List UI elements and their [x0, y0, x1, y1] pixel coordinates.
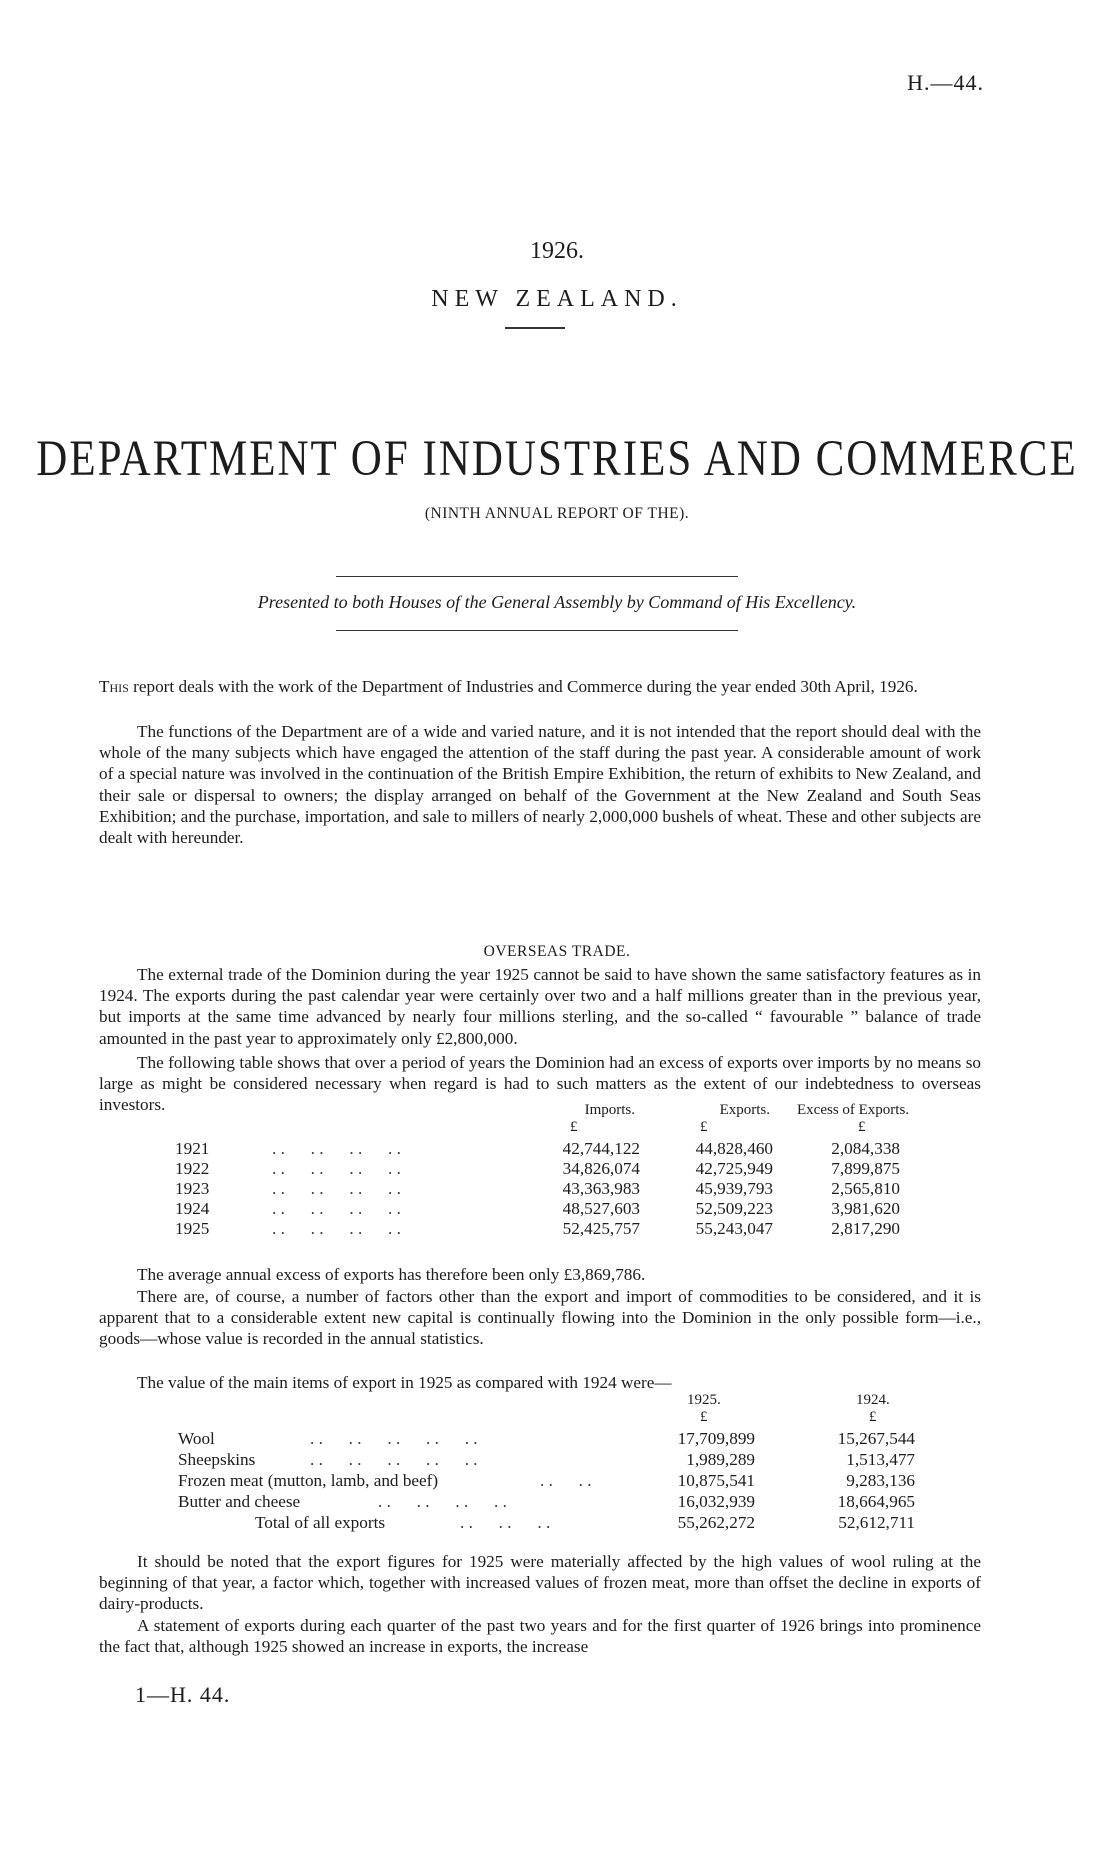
column-header: 1925. — [687, 1392, 721, 1408]
excess-cell: 2,817,290 — [831, 1219, 900, 1238]
item-cell: Total of all exports — [255, 1513, 386, 1532]
year-cell: 1923 — [175, 1179, 210, 1198]
exports-cell: 42,725,949 — [695, 1159, 773, 1178]
excess-cell: 2,084,338 — [831, 1139, 900, 1158]
imports-cell: 52,425,757 — [562, 1219, 640, 1238]
leader-dots: . . . . . . . . — [272, 1219, 401, 1238]
value-1925-cell: 16,032,939 — [677, 1492, 755, 1511]
excess-cell: 3,981,620 — [831, 1199, 900, 1218]
overseas-paragraph-3: The average annual excess of exports has therefore been only £3,869,786. — [137, 1265, 646, 1284]
divider — [336, 630, 738, 631]
column-header: Excess of Exports. — [797, 1102, 910, 1118]
value-1925-cell: 17,709,899 — [677, 1429, 755, 1448]
unit-label: £ — [858, 1119, 866, 1135]
value-1925-cell: 1,989,289 — [686, 1450, 755, 1469]
leader-dots: . . . . . . . . — [272, 1139, 401, 1158]
value-1924-cell: 15,267,544 — [837, 1429, 915, 1448]
value-1924-cell: 18,664,965 — [837, 1492, 915, 1511]
unit-label: £ — [700, 1119, 708, 1135]
leader-dots: . . . . . . . . — [378, 1492, 507, 1511]
year-cell: 1924 — [175, 1199, 210, 1218]
value-1924-cell: 9,283,136 — [846, 1471, 915, 1490]
leader-dots: . . . . . . . . — [272, 1159, 401, 1178]
leader-dots: . . . . . . — [460, 1513, 551, 1532]
imports-cell: 43,363,983 — [562, 1179, 640, 1198]
imports-cell: 48,527,603 — [562, 1199, 640, 1218]
report-subtitle: (NINTH ANNUAL REPORT OF THE). — [424, 505, 690, 522]
column-header: Exports. — [719, 1102, 770, 1118]
value-1924-cell: 52,612,711 — [838, 1513, 915, 1532]
item-cell: Sheepskins — [178, 1450, 256, 1469]
divider — [336, 576, 738, 577]
section-heading: OVERSEAS TRADE. — [483, 943, 631, 960]
year-cell: 1922 — [175, 1159, 210, 1178]
unit-label: £ — [869, 1409, 877, 1425]
report-year: 1926. — [530, 238, 584, 264]
presented-line: Presented to both Houses of the General Assembly by Command of His Excellency. — [257, 592, 857, 612]
unit-label: £ — [570, 1119, 578, 1135]
leader-dots: . . . . . . . . — [272, 1199, 401, 1218]
leader-dots: . . . . . . . . . . — [310, 1429, 478, 1448]
overseas-paragraph-2: The following table shows that over a period of years the Dominion had an excess of exports over imports by no means so large as might be considered necessary when regard is had to such matters as the extent of our indebtedness to overseas investors. — [99, 1053, 981, 1115]
overseas-paragraph-7: A statement of exports during each quarter of the past two years and for the first quarter of 1926 brings into prominence the fact that, although 1925 showed an increase in exports, the increase — [99, 1616, 981, 1657]
intro-paragraph-1 — [99, 676, 981, 697]
unit-label: £ — [700, 1409, 708, 1425]
leader-dots: . . . . . . . . . . — [310, 1450, 478, 1469]
overseas-paragraph-6: It should be noted that the export figures for 1925 were materially affected by the high values of wool ruling at the beginning of that year, a factor which, together with increased values of frozen meat, more than offset the decline in exports of dairy-products. — [99, 1552, 981, 1614]
column-header: 1924. — [856, 1392, 890, 1408]
intro-paragraph-2: The functions of the Department are of a wide and varied nature, and it is not intended that the report should deal with the whole of the many subjects which have engaged the attention of the staff during the past year. A considerable amount of work of a special nature was involved in the continuation of the British Empire Exhibition, the return of exhibits to New Zealand, and their sale or dispersal to owners; the display arranged on behalf of the Government at the New Zealand and South Seas Exhibition; and the purchase, importation, and sale to millers of nearly 2,000,000 bushels of wheat. These and other subjects are dealt with hereunder. — [99, 722, 981, 848]
item-cell: Wool — [178, 1429, 215, 1448]
page-code: H.—44. — [907, 70, 984, 95]
exports-cell: 44,828,460 — [695, 1139, 773, 1158]
leader-dots: . . . . . . . . — [272, 1179, 401, 1198]
item-cell: Butter and cheese — [178, 1492, 301, 1511]
year-cell: 1921 — [175, 1139, 210, 1158]
imports-cell: 34,826,074 — [562, 1159, 640, 1178]
paragraph-text: report deals with the work of the Department of Industries and Commerce during the year ended 30th April, 1926. — [128, 677, 918, 696]
overseas-paragraph-4: There are, of course, a number of factors other than the export and import of commodities to be considered, and it is apparent that to a considerable extent new capital is continually flowing into the Dominion in the only possible form—i.e., goods—whose value is recorded in the annual statistics. — [99, 1287, 981, 1349]
exports-cell: 52,509,223 — [695, 1199, 773, 1218]
leader-dots: . . . . — [540, 1471, 592, 1490]
overseas-paragraph-1: The external trade of the Dominion during the year 1925 cannot be said to have shown the same satisfactory features as in 1924. The exports during the past calendar year were certainly over two and a half millions greater than in the previous year, but imports at the same time advanced by nearly four millions sterling, and the so-called “ favourable ” balance of trade amounted in the past year to approximately only £2,800,000. — [99, 965, 981, 1048]
item-cell: Frozen meat (mutton, lamb, and beef) — [178, 1471, 439, 1490]
lead-word: This — [99, 677, 129, 696]
overseas-paragraph-5: The value of the main items of export in 1925 as compared with 1924 were— — [137, 1373, 672, 1392]
year-cell: 1925 — [175, 1219, 210, 1238]
value-1925-cell: 10,875,541 — [677, 1471, 755, 1490]
exports-cell: 45,939,793 — [695, 1179, 773, 1198]
imports-cell: 42,744,122 — [562, 1139, 640, 1158]
value-1924-cell: 1,513,477 — [846, 1450, 915, 1469]
divider — [505, 327, 565, 329]
excess-cell: 2,565,810 — [831, 1179, 900, 1198]
country-title: NEW ZEALAND. — [431, 286, 683, 312]
value-1925-cell: 55,262,272 — [677, 1513, 755, 1532]
excess-cell: 7,899,875 — [831, 1159, 900, 1178]
exports-cell: 55,243,047 — [695, 1219, 773, 1238]
department-title: DEPARTMENT OF INDUSTRIES AND COMMERCE — [36, 431, 1078, 487]
footer-signature: 1—H. 44. — [135, 1682, 231, 1707]
column-header: Imports. — [584, 1102, 635, 1118]
